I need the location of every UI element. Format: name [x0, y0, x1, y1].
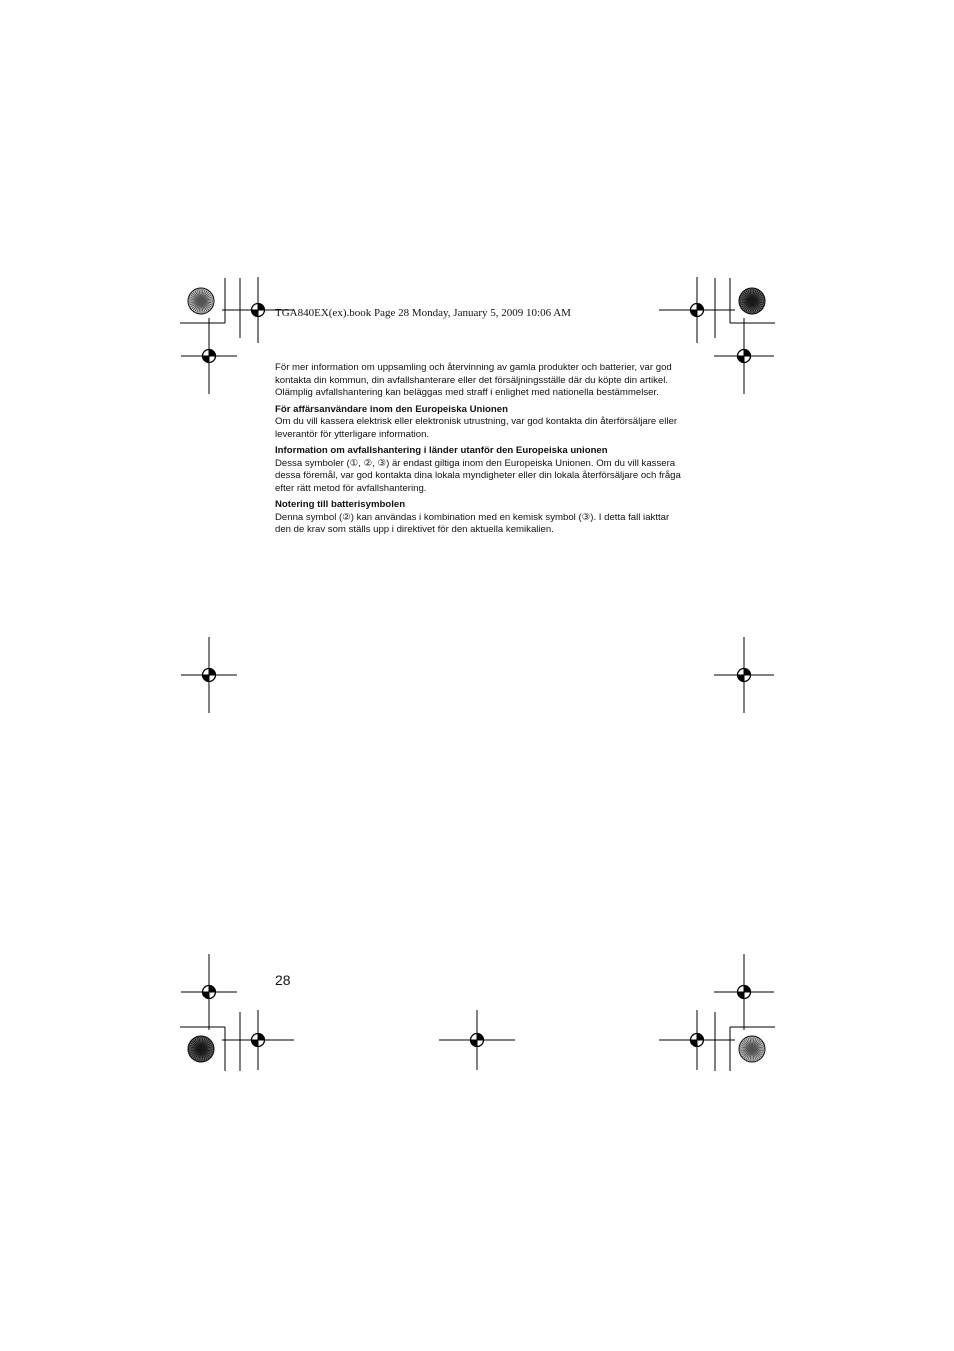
business-paragraph: Om du vill kassera elektrisk eller elektronisk utrustning, var god kontakta din återförsäljare eller leverantör för ytterligare information. [275, 416, 678, 440]
outside-eu-heading: Information om avfallshantering i länder utanför den Europeiska unionen [275, 445, 608, 456]
battery-heading: Notering till batterisymbolen [275, 499, 406, 510]
page-number: 28 [275, 972, 291, 988]
color-starburst-mark [188, 288, 214, 314]
print-header: TGA840EX(ex).book Page 28 Monday, January 5, 2009 10:06 AM [275, 307, 571, 319]
color-starburst-mark [739, 1036, 765, 1062]
outside-eu-paragraph: Dessa symboler (①, ②, ③) är endast giltiga inom den Europeiska Unionen. Om du vill kassera dessa föremål, var god kontakta dina lokala myndigheter eller din lokala återförsäljare och fråga efter rätt metod för avfallshantering. [275, 457, 681, 494]
color-starburst-mark [739, 288, 765, 314]
penalty-paragraph: Olämplig avfallshantering kan beläggas med straff i enlighet med nationella bestämmelser. [275, 387, 659, 398]
intro-paragraph: För mer information om uppsamling och återvinning av gamla produkter och batterier, var god kontakta din kommun, din avfallshanterare eller det försäljningsställe där du köpte din artikel. [275, 362, 672, 386]
color-starburst-mark [188, 1036, 214, 1062]
business-heading: För affärsanvändare inom den Europeiska Unionen [275, 403, 508, 415]
battery-paragraph: Denna symbol (②) kan användas i kombination med en kemisk symbol (③). I detta fall iakttar den de krav som ställs upp i direktivet för den aktuella kemikalien. [275, 511, 670, 535]
